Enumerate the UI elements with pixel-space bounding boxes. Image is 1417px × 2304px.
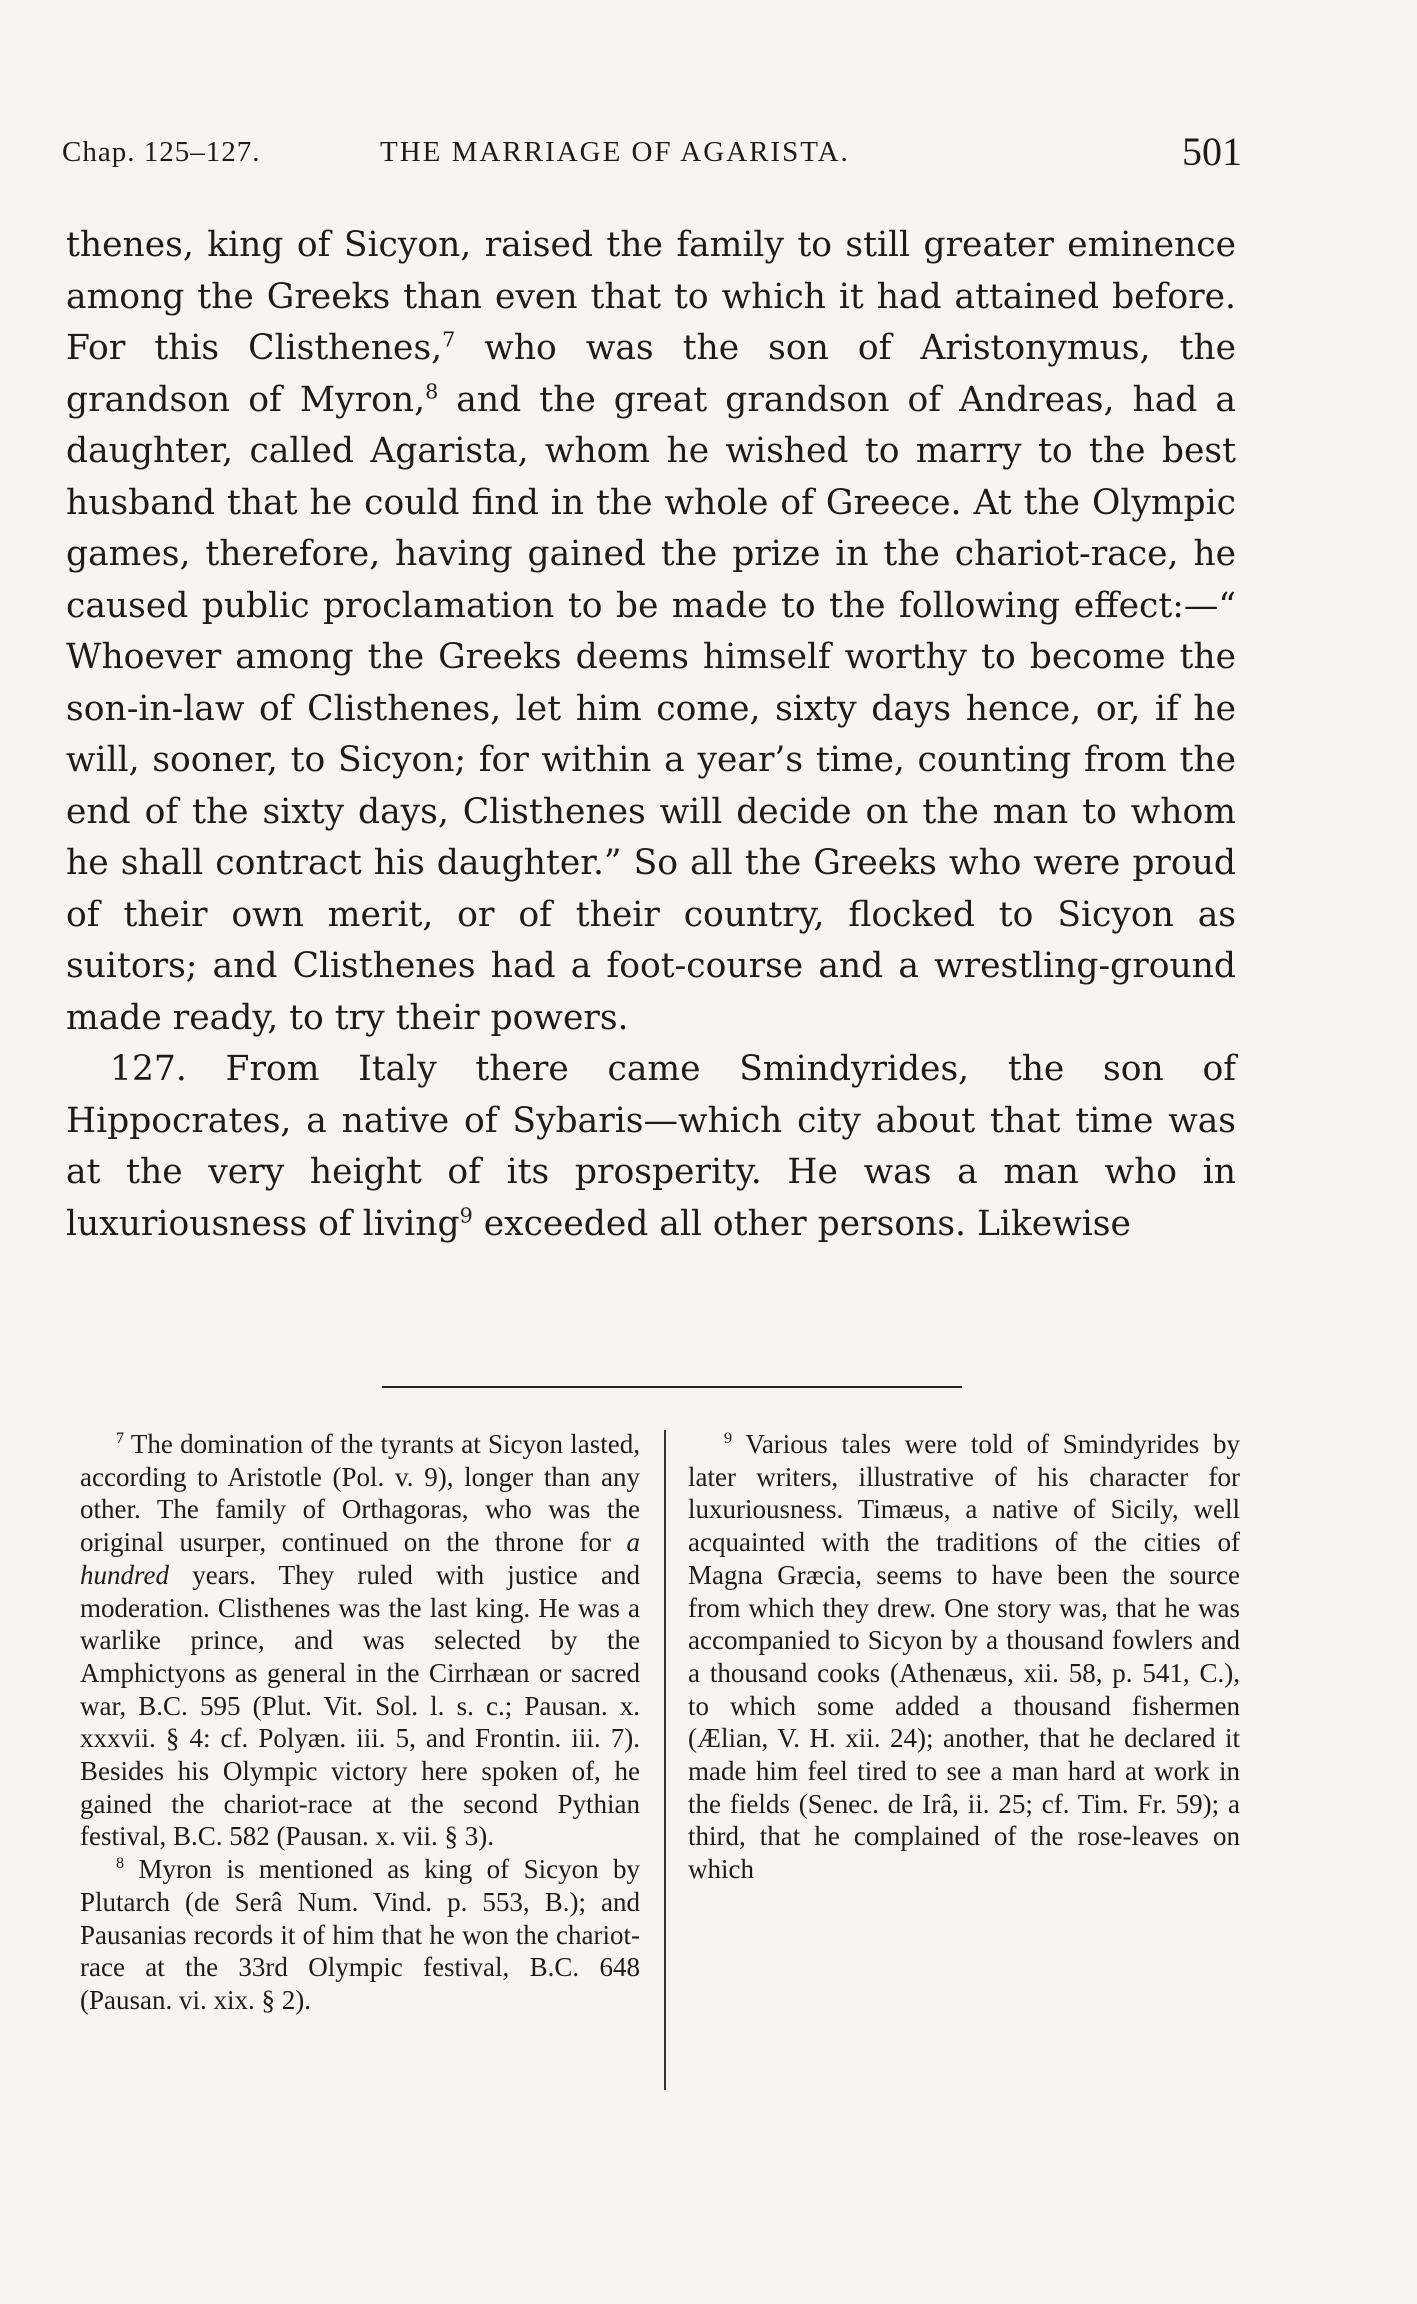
footnote-8 [80,1853,640,2017]
footnote-text: Various tales were told of Smindyrides by later writers, illustrative of his character for luxuriousness. Timæus, a native of Sicily, well acquainted with the traditions of the cities of Magna Græcia, seems to have been the source from which they drew. One story was, that he was accompanied to Sicyon by a thousand fowlers and a thousand cooks (Athenæus, xii. 58, p. 541, C.), to which some added a thousand fishermen (Ælian, V. H. xii. 24); another, that he declared it made him feel tired to see a man hard at work in the fields (Senec. de Irâ, ii. 25; cf. Tim. Fr. 59); a third, that he complained of the rose-leaves on which [688,1429,1240,1885]
footnotes-left-column [80,1428,640,2017]
footnote-text: Myron is mentioned as king of Sicyon by Plutarch (de Serâ Num. Vind. p. 553, B.); and Pausanias records it of him that he won the chariot-race at the 33rd Olympic festival, B.C. 648 (Pausan. vi. xix. § 2). [80,1854,640,2015]
footnote-text: years. They ruled with justice and moderation. Clisthenes was the last king. He was a warlike prince, and was selected by the Amphictyons as general in the Cirrhæan or sacred war, B.C. 595 (Plut. Vit. Sol. l. s. c.; Pausan. x. xxxvii. § 4: cf. Polyæn. iii. 5, and Frontin. iii. 7). Besides his Olympic victory here spoken of, he gained the chariot-race at the second Pythian festival, B.C. 582 (Pausan. x. vii. § 3). [80,1559,640,1852]
footnote-column-divider [664,1430,666,2090]
running-title: THE MARRIAGE OF AGARISTA. [380,136,850,168]
paragraph-127 [66,1044,1236,1250]
text-run: thenes, king of Sicyon, raised the family to still greater eminence among the Greeks than even that to which it had attained before. For this Clisthenes, [66,225,1236,368]
footnote-emphasis: a hundred [80,1527,640,1590]
text-run: 127. From Italy there came Smindyrides, the son of Hippocrates, a native of Sybaris—which city about that time was at the very height of its prosperity. He was a man who in luxuriousness of living [66,1049,1236,1244]
paragraph-clisthenes [66,220,1236,1044]
footnote-7 [80,1428,640,1853]
page-number: 501 [1182,129,1242,174]
footnote-ref-9: 9 [459,1203,473,1227]
footnote-9 [688,1428,1240,1886]
chapter-reference: Chap. 125–127. [62,136,261,168]
footnote-ref-7: 7 [442,327,456,352]
footnote-ref-8: 8 [425,379,439,403]
footnote-separator [382,1386,962,1388]
text-run: and the great grandson of Andreas, had a daughter, called Agarista, whom he wished to marry to the best husband that he could find in the whole of Greece. At the Olympic games, therefore, having gained the prize in the chariot-race, he caused public proclamation to be made to the following effect:—“ Whoever among the Greeks deems himself worthy to become the son-in-law of Clisthenes, let him come, sixty days hence, or, if he will, sooner, to Sicyon; for within a year’s time, counting from the end of the sixty days, Clisthenes will decide on the man to whom he shall contract his daughter.” So all the Greeks who were proud of their own merit, or of their country, flocked to Sicyon as suitors; and Clisthenes had a foot-course and a wrestling-ground made ready, to try their powers. [66,379,1237,1038]
footnote-text: The domination of the tyrants at Sicyon lasted, according to Aristotle (Pol. v. 9), longer than any other. The family of Orthagoras, who was the original usurper, continued on the throne for [80,1429,640,1558]
running-header [62,128,1242,178]
text-run: exceeded all other persons. Likewise [472,1203,1131,1244]
footnotes-right-column [688,1428,1240,1886]
main-text [66,220,1236,1250]
footnote-number: 8 [116,1854,125,1873]
footnote-number: 7 [116,1429,125,1447]
footnote-number: 9 [724,1429,733,1447]
text-run: who was the son of Aristonymus, the grandson of Myron, [66,328,1236,420]
